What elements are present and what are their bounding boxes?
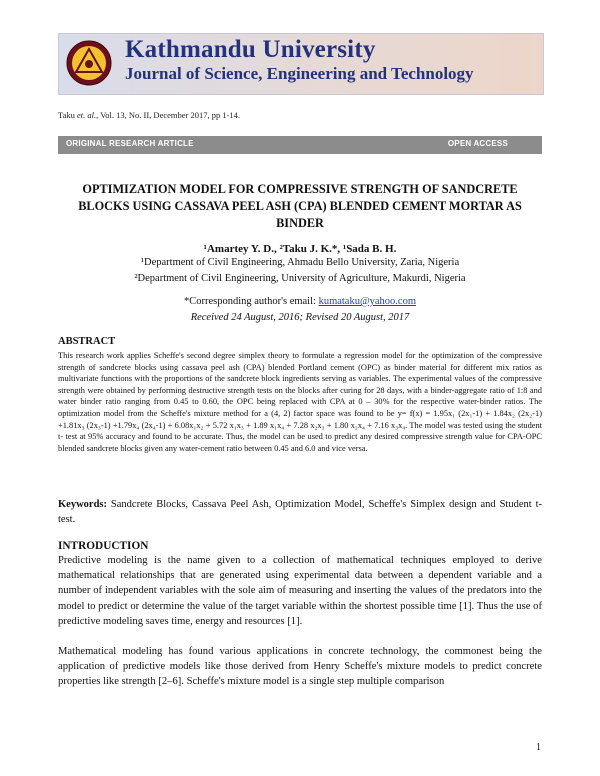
keywords-label: Keywords: — [58, 499, 107, 510]
keywords-text: Sandcrete Blocks, Cassava Peel Ash, Optimization Model, Scheffe's Simplex design and Student t-test. — [58, 499, 542, 525]
journal-subtitle: Journal of Science, Engineering and Technology — [125, 64, 474, 83]
abstract-text: This research work applies Scheffe's second degree simplex theory to formulate a regression model for the optimization of the compressive strength of sandcrete blocks using cassava peel ash (CPA) blended Portland cement (OPC) as binder material for different mix ratios as multivariate functions with the proportions of the sandcrete block ingredients serving as variables. The experimental values of the compressive strength were obtained by performing destructive strength tests on the blocks after curing for 28 days, with a binder-aggregate ratio of 1:8 and water binder ratio ranging from 0.45 to 0.60, the OPC being replaced with CPA at 0 – 30% for the respective water-binder ratios. The optimization model from the Scheffe's mixture method for a (4, 2) factor space was found to be y= f(x) = 1.95x₁ (2x₁-1) + 1.84x₂ (2x₂-1) +1.81x₃ (2x₃-1) +1.79x₄ (2x₄-1) + 6.08x₁x₂ + 5.72 x₁x₃ + 1.89 x₁x₄ + 7.28 x₂x₃ + 1.80 x₂x₄ + 7.16 x₃x₄. The model was tested using the student t- test at 95% accuracy and found to be accurate. Thus, the model can be used to predict any desired compressive strength value for CPA-OPC blended sandcrete blocks given any water-cement ratio between 0.45 and 6.0 and vice versa. — [58, 351, 542, 453]
keywords — [58, 497, 542, 527]
paper-title: OPTIMIZATION MODEL FOR COMPRESSIVE STRENGTH OF SANDCRETE BLOCKS USING CASSAVA PEEL ASH (CPA) BLENDED CEMENT MORTAR AS BINDER — [78, 182, 522, 230]
received-dates: Received 24 August, 2016; Revised 20 August, 2017 — [190, 312, 410, 323]
article-type-label: ORIGINAL RESEARCH ARTICLE — [66, 139, 194, 148]
corresponding-author — [58, 296, 542, 307]
citation-etal: et. al. — [77, 110, 97, 120]
abstract-heading: ABSTRACT — [58, 336, 116, 347]
corresponding-label: *Corresponding author's email: — [183, 296, 319, 307]
page-number: 1 — [536, 742, 541, 753]
university-logo-icon — [66, 40, 112, 86]
body-paragraph: Predictive modeling is the name given to a collection of mathematical techniques employed to derive mathematical relationships that are generated using experimental data between a dependent variable and a number of independent variables with the sole aim of measuring and inserting the values of the predators into the model to predict or determine the value of the target variable within the shortest possible time [1]. Thus the use of predictive modeling saves time, energy and resources [1]. — [58, 555, 542, 627]
affiliation: ¹Department of Civil Engineering, Ahmadu Bello University, Zaria, Nigeria — [140, 257, 460, 268]
citation-details: , Vol. 13, No. II, December 2017, pp 1-14. — [96, 110, 241, 120]
author-list: ¹Amartey Y. D., ²Taku J. K.*, ¹Sada B. H. — [203, 243, 397, 255]
citation-authors: Taku — [58, 110, 75, 120]
section-heading: INTRODUCTION — [58, 540, 149, 552]
open-access-label: OPEN ACCESS — [447, 139, 508, 148]
journal-name: Kathmandu University — [125, 36, 376, 63]
email-link[interactable]: kumataku@yahoo.com — [318, 296, 417, 307]
citation-line — [58, 110, 240, 120]
article-type-bar — [58, 136, 542, 154]
body-paragraph: Mathematical modeling has found various applications in concrete technology, the commonest being the application of predictive models like those derived from Henry Scheffe's mixture models to predict concrete properties like strength [2–6]. Scheffe's mixture model is a single step multiple comparison — [58, 646, 542, 688]
affiliation: ²Department of Civil Engineering, University of Agriculture, Makurdi, Nigeria — [134, 273, 466, 284]
